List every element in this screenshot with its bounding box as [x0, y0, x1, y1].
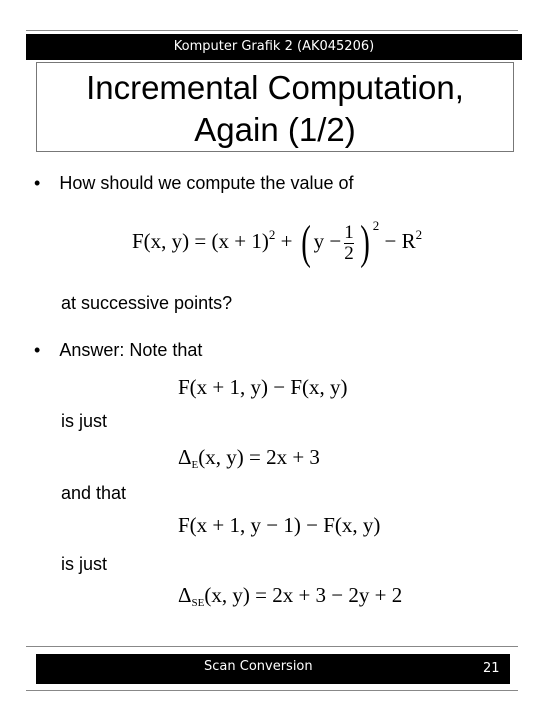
footer-bar — [36, 654, 510, 684]
bottom-rule — [26, 646, 518, 647]
eq-F-exp2: 2 — [372, 218, 380, 233]
delta-SE-sub: SE — [191, 597, 205, 609]
eq-F-fraction — [344, 223, 354, 264]
delta-symbol: Δ — [178, 445, 192, 469]
bullet-1 — [34, 172, 354, 194]
eq-F-yminus: y − — [313, 229, 342, 253]
at-successive-points: at successive points? — [61, 293, 233, 313]
delta-E-rest: (x, y) = 2x + 3 — [198, 445, 320, 469]
delta-E-sub: E — [191, 459, 199, 471]
equation-F — [132, 198, 423, 270]
bullet-2-text: Answer: Note that — [59, 340, 203, 360]
delta-SE-rest: (x, y) = 2x + 3 − 2y + 2 — [204, 583, 403, 607]
eq-F-plus: + — [275, 229, 298, 253]
is-just-1: is just — [61, 411, 108, 431]
top-rule — [26, 30, 518, 31]
eq-F-exp3: 2 — [415, 227, 423, 242]
title-line-1: Incremental Computation, — [86, 69, 464, 106]
bullet-2 — [34, 339, 202, 361]
and-that: and that — [61, 483, 127, 503]
page-number: 21 — [483, 661, 500, 676]
eq-F-lhs: F(x, y) = (x + 1) — [132, 229, 269, 253]
bullet-icon: • — [34, 173, 41, 193]
delta-symbol: Δ — [178, 583, 192, 607]
eq-F-num: 1 — [344, 221, 354, 243]
is-just-2: is just — [61, 554, 108, 574]
eq-F-exp1: 2 — [268, 227, 276, 242]
equation-diff-2: F(x + 1, y − 1) − F(x, y) — [178, 513, 381, 537]
equation-delta-SE — [178, 582, 402, 616]
equation-diff-1: F(x + 1, y) − F(x, y) — [178, 375, 348, 399]
equation-delta-E — [178, 444, 320, 478]
left-paren-icon: ( — [300, 216, 311, 270]
eq-F-tail: − R — [379, 229, 416, 253]
bullet-icon: • — [34, 340, 41, 360]
footer-bottom-rule — [26, 690, 518, 691]
right-paren-icon: ) — [359, 216, 370, 270]
bullet-1-text: How should we compute the value of — [59, 173, 354, 193]
slide-title — [36, 62, 514, 152]
eq-F-den: 2 — [344, 242, 354, 264]
course-header: Komputer Grafik 2 (AK045206) — [26, 34, 522, 60]
footer-section: Scan Conversion — [204, 659, 313, 674]
title-line-2: Again (1/2) — [194, 111, 356, 148]
